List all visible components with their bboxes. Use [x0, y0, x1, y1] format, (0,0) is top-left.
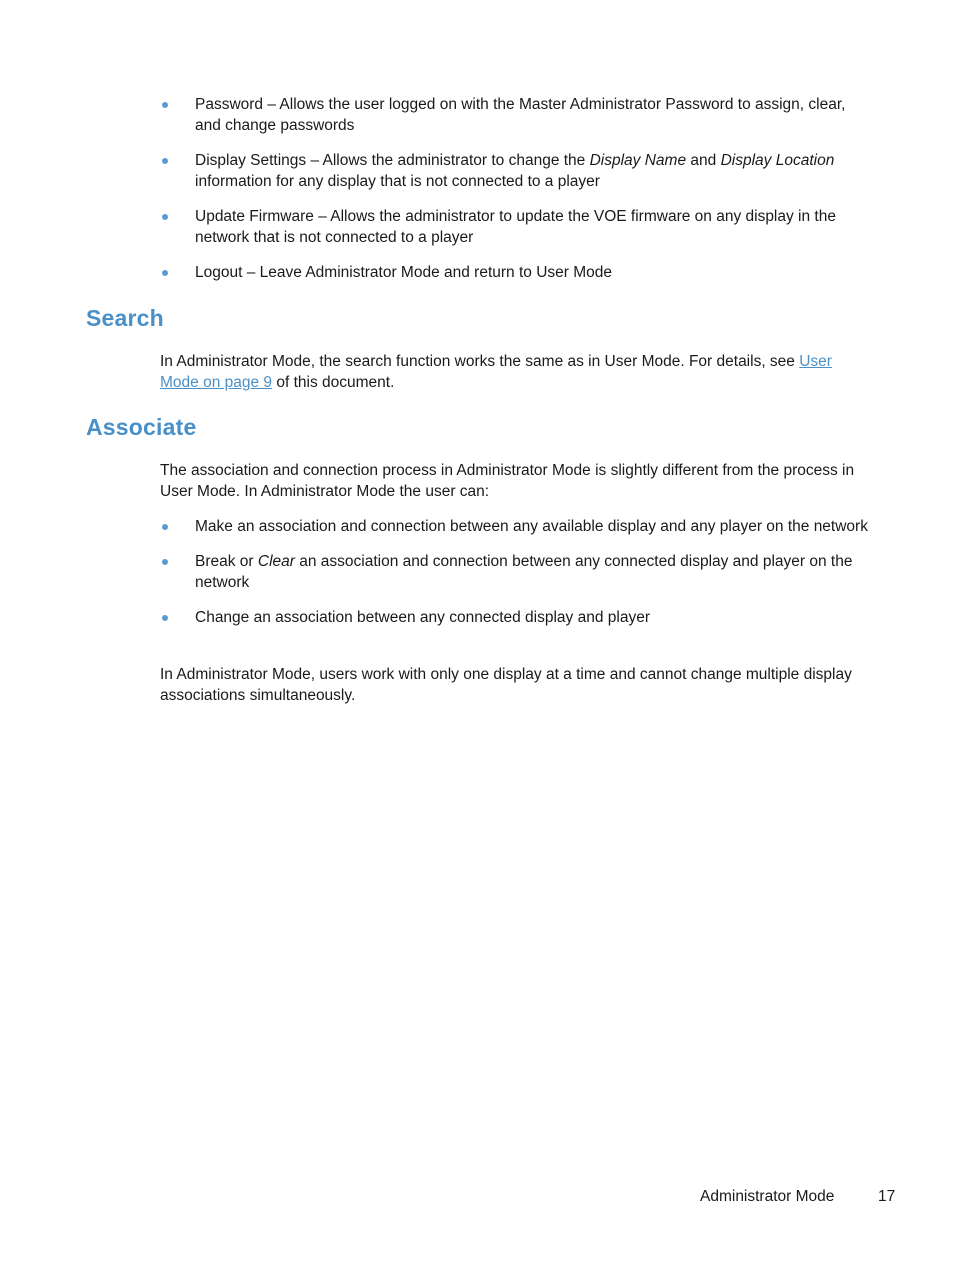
list-item-emphasis: Clear	[257, 553, 295, 570]
list-item	[160, 94, 875, 136]
associate-closing: In Administrator Mode, users work with only one display at a time and cannot change multiple display associations simultaneously.	[160, 666, 852, 704]
page-number: 17	[878, 1188, 896, 1205]
list-item	[160, 551, 875, 593]
list-item-text: Password – Allows the user logged on with the Master Administrator Password to assign, clear, and change passwords	[195, 96, 846, 134]
bullet-icon	[162, 214, 168, 220]
list-item	[160, 150, 875, 192]
list-item-text-pre: Break or	[195, 553, 258, 570]
bullet-icon	[162, 615, 168, 621]
cross-reference-link[interactable]: User Mode on page 9	[160, 353, 832, 391]
section-heading-search: Search	[86, 305, 164, 331]
paragraph-text: In Administrator Mode, the search function works the same as in User Mode. For details, see	[160, 353, 800, 370]
section-heading-associate: Associate	[86, 414, 197, 440]
search-paragraph	[160, 351, 875, 393]
associate-intro: The association and connection process in Administrator Mode is slightly different from the process in User Mode. In Administrator Mode the user can:	[160, 462, 855, 500]
bullet-icon	[162, 270, 168, 276]
list-item-text-pre: Display Settings – Allows the administrator to change the	[195, 152, 590, 169]
list-item-text-post: an association and connection between any connected display and player on the network	[195, 553, 853, 591]
list-item	[160, 516, 875, 537]
list-item-text-post: information for any display that is not connected to a player	[195, 173, 600, 190]
footer-section-title: Administrator Mode	[700, 1188, 835, 1205]
bullet-icon	[162, 102, 168, 108]
list-item-text: Logout – Leave Administrator Mode and return to User Mode	[195, 264, 613, 281]
bullet-icon	[162, 158, 168, 164]
list-item-text: Change an association between any connected display and player	[195, 609, 650, 626]
list-item-text: Update Firmware – Allows the administrator to update the VOE firmware on any display in the network that is not connected to a player	[195, 208, 836, 246]
list-item-emphasis: Display Location	[720, 152, 835, 169]
bullet-icon	[162, 559, 168, 565]
paragraph-text: of this document.	[272, 374, 395, 391]
list-item-text: Make an association and connection between any available display and any player on the network	[195, 518, 868, 535]
list-item	[160, 262, 875, 283]
bullet-icon	[162, 524, 168, 530]
list-item-emphasis: Display Name	[589, 152, 687, 169]
admin-options-list	[160, 94, 875, 297]
list-item	[160, 206, 875, 248]
list-item	[160, 607, 875, 628]
associate-options-list	[160, 516, 875, 642]
list-item-text-mid: and	[686, 152, 721, 169]
